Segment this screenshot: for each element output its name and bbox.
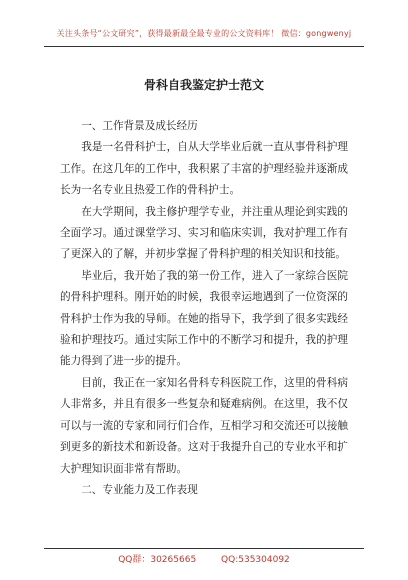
section-heading-1: 一、工作背景及成长经历 <box>81 120 198 132</box>
footer-divider <box>44 548 364 549</box>
body-paragraph-1: 我是一名骨科护士，自从大学毕业后就一直从事骨科护理工作。在这几年的工作中，我积累了丰富的护理经验并逐渐成长为一名专业且热爱工作的骨科护士。 <box>60 141 348 197</box>
body-paragraph-3: 毕业后，我开始了我的第一份工作，进入了一家综合医院的骨科护理科。刚开始的时候，我很幸运地遇到了一位资深的骨科护士作为我的导师。在她的指导下，我学到了很多实践经验和护理技巧。通过实际工作中的不断学习和提升，我的护理能力得到了进一步的提升。 <box>60 269 348 368</box>
header-promo-note: 关注头条号“公文研究”，获得最新最全最专业的公文资料库！ 微信：gongwenyj <box>56 29 352 38</box>
header-divider <box>44 46 364 47</box>
section-heading-2: 二、专业能力及工作表现 <box>81 483 198 496</box>
footer-qq-group: QQ群：30265665 <box>118 555 197 565</box>
body-paragraph-4: 目前，我正在一家知名骨科专科医院工作，这里的骨科病人非常多，并且有很多一些复杂和疑难病例。在这里，我不仅可以与一流的专家和同行们合作，互相学习和交流还可以接触到更多的新技术和新设备。这对于我提升自己的专业水平和扩大护理知识面非常有帮助。 <box>60 376 348 475</box>
body-paragraph-2: 在大学期间，我主修护理学专业，并注重从理论到实践的全面学习。通过课堂学习、实习和临床实训，我对护理工作有了更深入的了解，并初步掌握了骨科护理的相关知识和技能。 <box>60 205 348 261</box>
document-body <box>60 116 348 501</box>
document-title: 骨科自我鉴定护士范文 <box>143 78 264 92</box>
footer-contact <box>0 552 408 565</box>
footer-qq-number: QQ:535304092 <box>221 555 290 565</box>
